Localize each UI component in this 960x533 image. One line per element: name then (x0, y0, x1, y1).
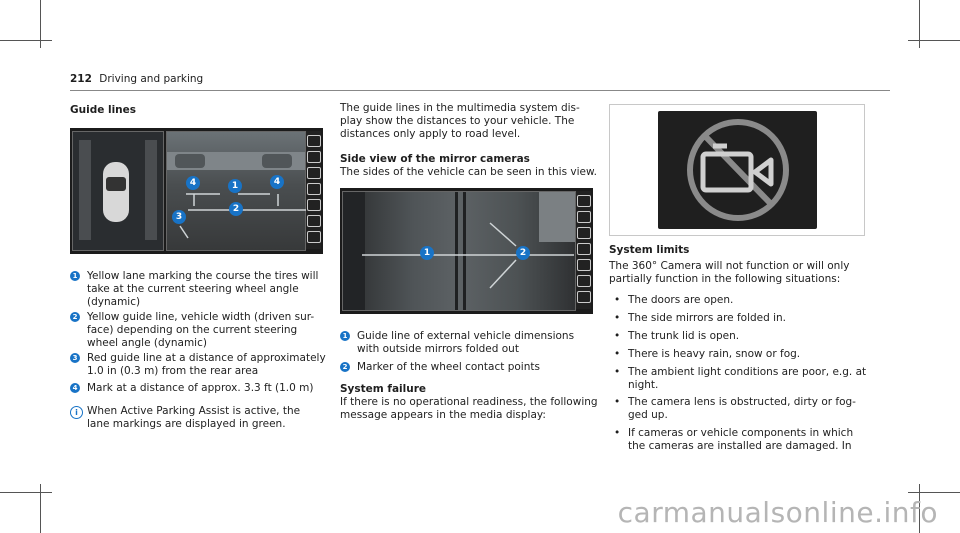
callout-3: 3 (172, 210, 186, 224)
side-view-text: The sides of the vehicle can be seen in this view. (340, 166, 597, 178)
info-note: i When Active Parking Assist is active, the lane markings are displayed in green. (70, 405, 330, 433)
page-number: 212 (70, 73, 92, 85)
crop-mark (0, 40, 52, 41)
list-item: • The doors are open. (614, 294, 734, 306)
legend-item: 1 Guide line of external vehicle dimensions with outside mirrors folded out (340, 330, 600, 358)
callout-1: 1 (420, 246, 434, 260)
guide-lines-intro: The guide lines in the multimedia system dis- play show the distances to your vehicle. The distances only apply to road level. (340, 102, 580, 140)
callout-4: 4 (186, 176, 200, 190)
legend-item: 3 Red guide line at a distance of approximately 1.0 in (0.3 m) from the rear area (70, 352, 330, 380)
list-item: • The camera lens is obstructed, dirty or fog- ged up. (614, 396, 856, 421)
system-failure-text: If there is no operational readiness, the following message appears in the media display: (340, 396, 598, 421)
side-guide-overlay (340, 188, 593, 314)
legend-item: 2 Marker of the wheel contact points (340, 361, 600, 375)
crop-mark (908, 40, 960, 41)
list-item: • The ambient light conditions are poor, e.g. at night. (614, 366, 867, 391)
legend-item: 4 Mark at a distance of approx. 3.3 ft (1.0 m) (70, 382, 330, 396)
guide-lines-figure (70, 128, 323, 254)
page-header (70, 73, 203, 86)
section-title: Driving and parking (99, 73, 204, 85)
list-item: • The side mirrors are folded in. (614, 312, 787, 324)
guide-lines-heading: Guide lines (70, 104, 137, 116)
list-item: • If cameras or vehicle components in which the cameras are installed are damaged. In (614, 427, 854, 452)
guide-lines-overlay (70, 128, 323, 254)
callout-4: 4 (270, 175, 284, 189)
media-display (658, 111, 817, 229)
header-rule (70, 90, 890, 91)
side-view-heading: Side view of the mirror cameras (340, 153, 530, 165)
system-limits-heading: System limits (609, 244, 690, 256)
system-failure-heading: System failure (340, 383, 427, 395)
crop-mark (0, 492, 52, 493)
list-item: • The trunk lid is open. (614, 330, 740, 342)
list-item: • There is heavy rain, snow or fog. (614, 348, 801, 360)
side-view-figure (340, 188, 593, 314)
callout-2: 2 (516, 246, 530, 260)
callout-1: 1 (228, 179, 242, 193)
camera-unavailable-figure (609, 104, 865, 236)
legend-item: 2 Yellow guide line, vehicle width (driven sur- face) depending on the current steering wheel angle (dynamic) (70, 311, 330, 351)
legend-item: 1 Yellow lane marking the course the tires will take at the current steering wheel angle (dynamic) (70, 270, 330, 310)
system-limits-intro: The 360° Camera will not function or will only partially function in the following situations: (609, 260, 850, 285)
camera-off-icon (683, 116, 793, 224)
info-icon: i (70, 406, 83, 419)
crop-mark (908, 492, 960, 493)
watermark: carmanualsonline.info (617, 496, 938, 529)
callout-2: 2 (229, 202, 243, 216)
